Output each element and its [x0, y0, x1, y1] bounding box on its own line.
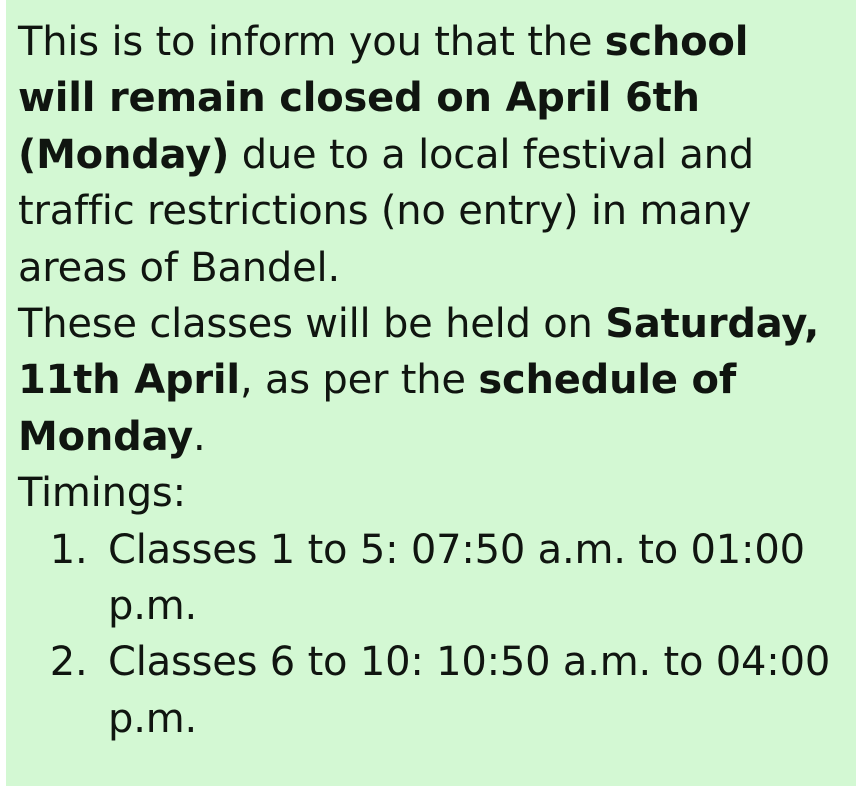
- closure-text-tail: due to a local festival and traffic restrictions (no entry) in many areas of Bandel.: [18, 131, 754, 291]
- makeup-date-bold: Saturday, 11th April: [18, 300, 820, 404]
- closure-text-bold: school will remain closed on April 6th (Monday): [18, 19, 749, 178]
- makeup-text-mid: , as per the: [239, 357, 479, 404]
- closure-text-lead: This is to inform you that the: [18, 19, 605, 65]
- makeup-schedule-bold: schedule of Monday: [18, 357, 737, 460]
- list-item: 1. Classes 1 to 5: 07:50 a.m. to 01:00 p.m.: [100, 522, 838, 635]
- paragraph-closure: [18, 14, 838, 296]
- timings-list: [18, 522, 838, 748]
- paragraph-makeup-classes: [18, 296, 838, 465]
- makeup-text-lead: These classes will be held on: [18, 300, 606, 347]
- timings-label: Timings:: [18, 470, 186, 517]
- left-margin-strip: [0, 0, 6, 786]
- makeup-text-tail: .: [193, 413, 206, 460]
- list-item: 2. Classes 6 to 10: 10:50 a.m. to 04:00 p.m.: [100, 634, 838, 747]
